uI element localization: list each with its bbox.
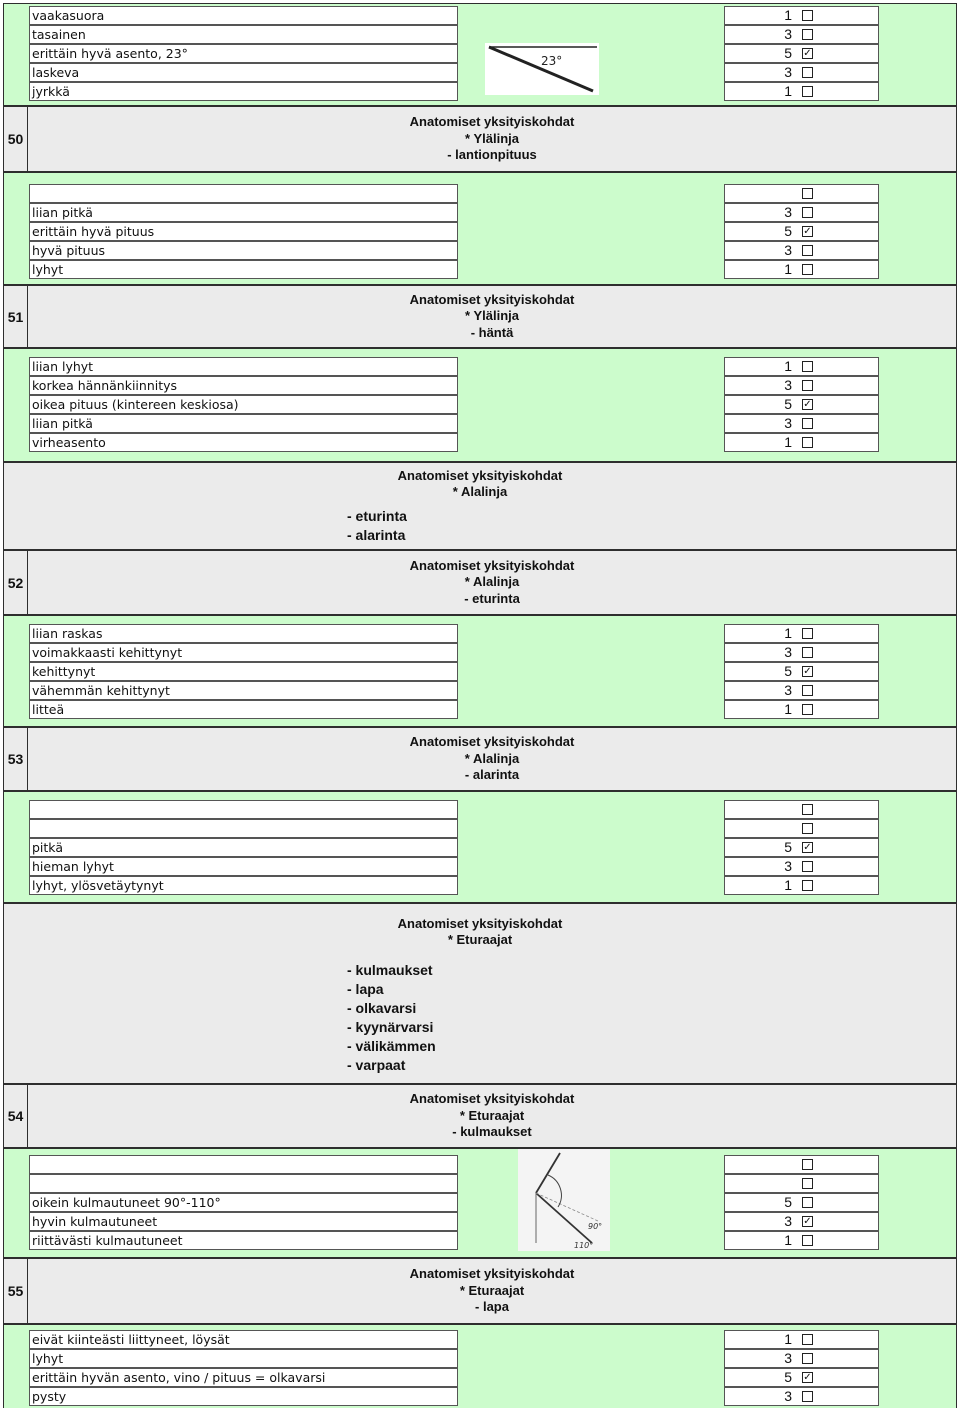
score-value: 3 (784, 415, 792, 431)
option-label: oikea pituus (kintereen keskiosa) (29, 395, 458, 414)
option-checkbox[interactable] (802, 418, 813, 429)
score-value: 3 (784, 682, 792, 698)
slope-angle-diagram (485, 43, 599, 95)
option-checkbox[interactable] (802, 29, 813, 40)
intro-alalinja (3, 462, 957, 550)
score-cell (724, 433, 879, 452)
option-row (4, 1174, 956, 1193)
option-label: lyhyt (29, 260, 458, 279)
option-checkbox[interactable] (802, 437, 813, 448)
score-value: 1 (784, 83, 792, 99)
option-label: pitkä (29, 838, 458, 857)
scoring-block-c (3, 348, 957, 462)
option-label: liian raskas (29, 624, 458, 643)
score-cell (724, 1155, 879, 1174)
section-number: 55 (4, 1259, 28, 1323)
score-value: 3 (784, 1213, 792, 1229)
intro-item: - alarinta (347, 527, 406, 543)
option-row (4, 395, 956, 414)
option-label (29, 800, 458, 819)
option-checkbox[interactable]: ✓ (803, 1216, 812, 1227)
option-label: erittäin hyvän asento, vino / pituus = olkavarsi (29, 1368, 458, 1387)
score-value: 5 (784, 839, 792, 855)
option-row (4, 184, 956, 203)
score-cell (724, 1231, 879, 1250)
score-value: 3 (784, 858, 792, 874)
option-checkbox[interactable]: ✓ (803, 842, 812, 853)
option-checkbox[interactable] (802, 1353, 813, 1364)
option-checkbox[interactable] (802, 245, 813, 256)
section-55-header (3, 1258, 957, 1324)
section-heading: Anatomiset yksityiskohdat (409, 291, 575, 307)
score-cell (724, 1387, 879, 1406)
section-number: 52 (4, 551, 28, 614)
score-value: 1 (784, 877, 792, 893)
option-row (4, 82, 956, 101)
section-53-header (3, 727, 957, 791)
option-checkbox[interactable]: ✓ (803, 48, 812, 59)
section-title (28, 286, 956, 347)
score-value: 1 (784, 7, 792, 23)
score-value: 5 (784, 1194, 792, 1210)
score-cell (724, 241, 879, 260)
option-row (4, 1349, 956, 1368)
section-detail: - alarinta (464, 767, 520, 783)
score-cell (724, 1368, 879, 1387)
score-cell (724, 25, 879, 44)
section-number: 51 (4, 286, 28, 347)
score-value: 5 (784, 396, 792, 412)
option-label: lyhyt, ylösvetäytynyt (29, 876, 458, 895)
angle-110-label: 110° (574, 1241, 594, 1250)
section-subheading: * Ylälinja (465, 308, 519, 324)
option-label: erittäin hyvä pituus (29, 222, 458, 241)
section-detail: - häntä (470, 324, 514, 340)
option-label: riittävästi kulmautuneet (29, 1231, 458, 1250)
option-checkbox[interactable] (802, 861, 813, 872)
score-value: 1 (784, 261, 792, 277)
option-checkbox[interactable] (802, 1178, 813, 1189)
option-row (4, 819, 956, 838)
option-label: hieman lyhyt (29, 857, 458, 876)
option-row (4, 376, 956, 395)
option-row (4, 25, 956, 44)
option-checkbox[interactable] (802, 1235, 813, 1246)
angle-90-label: 90° (588, 1222, 603, 1231)
option-row (4, 800, 956, 819)
section-heading: Anatomiset yksityiskohdat (409, 1091, 575, 1107)
shoulder-angle-svg (518, 1149, 610, 1251)
option-label: jyrkkä (29, 82, 458, 101)
option-label: hyvin kulmautuneet (29, 1212, 458, 1231)
option-row (4, 44, 956, 63)
option-row (4, 63, 956, 82)
option-row (4, 414, 956, 433)
score-value: 5 (784, 1369, 792, 1385)
option-label: vähemmän kehittynyt (29, 681, 458, 700)
option-label: oikein kulmautuneet 90°-110° (29, 1193, 458, 1212)
intro-item: - eturinta (347, 508, 407, 524)
option-label: vaakasuora (29, 6, 458, 25)
upper-arm-line (536, 1193, 592, 1243)
option-checkbox[interactable]: ✓ (803, 399, 812, 410)
option-label: erittäin hyvä asento, 23° (29, 44, 458, 63)
option-checkbox[interactable] (802, 361, 813, 372)
section-heading: Anatomiset yksityiskohdat (409, 114, 575, 130)
score-value: 3 (784, 26, 792, 42)
score-cell (724, 1212, 879, 1231)
section-54-header (3, 1084, 957, 1148)
option-row (4, 203, 956, 222)
score-cell (724, 1330, 879, 1349)
shoulder-line (536, 1153, 560, 1193)
option-row (4, 1330, 956, 1349)
section-subheading: * Alalinja (464, 750, 520, 766)
score-cell (724, 624, 879, 643)
score-cell (724, 1174, 879, 1193)
score-value: 5 (784, 663, 792, 679)
score-value: 1 (784, 1331, 792, 1347)
score-value: 3 (784, 242, 792, 258)
option-label: kehittynyt (29, 662, 458, 681)
score-cell (724, 395, 879, 414)
score-cell (724, 876, 879, 895)
option-checkbox[interactable] (802, 1159, 813, 1170)
section-subheading: * Ylälinja (465, 130, 519, 146)
option-checkbox[interactable]: ✓ (803, 226, 812, 237)
scoring-block-a (3, 3, 957, 106)
section-50-header (3, 106, 957, 172)
option-checkbox[interactable] (802, 207, 813, 218)
scoring-block-e (3, 791, 957, 903)
section-heading: Anatomiset yksityiskohdat (409, 557, 575, 573)
score-cell (724, 260, 879, 279)
intro-eturaajat (3, 903, 957, 1084)
score-cell (724, 414, 879, 433)
option-row (4, 700, 956, 719)
option-checkbox[interactable] (802, 804, 813, 815)
score-cell (724, 222, 879, 241)
option-label: litteä (29, 700, 458, 719)
intro-item: - kyynärvarsi (347, 1019, 434, 1035)
section-detail: - kulmaukset (452, 1124, 532, 1140)
score-value: 3 (784, 377, 792, 393)
option-checkbox[interactable] (802, 1334, 813, 1345)
section-heading: Anatomiset yksityiskohdat (409, 1266, 575, 1282)
section-number: 53 (4, 728, 28, 790)
score-cell (724, 838, 879, 857)
score-value: 1 (784, 358, 792, 374)
score-cell (724, 800, 879, 819)
score-cell (724, 643, 879, 662)
score-value: 3 (784, 1388, 792, 1404)
score-cell (724, 819, 879, 838)
option-row (4, 222, 956, 241)
score-cell (724, 376, 879, 395)
slope-angle-svg (485, 43, 599, 95)
score-cell (724, 357, 879, 376)
score-cell (724, 700, 879, 719)
option-checkbox[interactable] (802, 880, 813, 891)
score-cell (724, 203, 879, 222)
option-label: liian pitkä (29, 414, 458, 433)
option-row (4, 838, 956, 857)
intro-item: - varpaat (347, 1057, 406, 1073)
intro-subheading: * Alalinja (452, 484, 508, 499)
option-row (4, 1368, 956, 1387)
option-checkbox[interactable] (802, 823, 813, 834)
option-checkbox[interactable] (802, 647, 813, 658)
angle-label: 23° (541, 54, 563, 68)
option-row (4, 857, 956, 876)
option-checkbox[interactable] (802, 1391, 813, 1402)
intro-item: - välikämmen (347, 1038, 436, 1054)
option-row (4, 6, 956, 25)
option-label: tasainen (29, 25, 458, 44)
scoring-block-g (3, 1324, 957, 1408)
score-value: 3 (784, 644, 792, 660)
option-row (4, 1387, 956, 1406)
section-subheading: * Alalinja (464, 574, 520, 590)
score-cell (724, 681, 879, 700)
section-number: 54 (4, 1085, 28, 1147)
score-cell (724, 184, 879, 203)
option-checkbox[interactable] (802, 704, 813, 715)
section-subheading: * Eturaajat (459, 1107, 525, 1123)
section-number: 50 (4, 107, 28, 171)
scoring-block-b (3, 172, 957, 285)
section-title (28, 551, 956, 614)
option-row (4, 643, 956, 662)
intro-heading: Anatomiset yksityiskohdat (397, 468, 563, 483)
option-row (4, 241, 956, 260)
section-title (28, 107, 956, 171)
score-value: 3 (784, 1350, 792, 1366)
score-cell (724, 6, 879, 25)
section-heading: Anatomiset yksityiskohdat (409, 734, 575, 750)
score-value: 5 (784, 45, 792, 61)
option-label: virheasento (29, 433, 458, 452)
option-row (4, 433, 956, 452)
section-51-header (3, 285, 957, 348)
score-cell (724, 44, 879, 63)
option-row (4, 681, 956, 700)
option-checkbox[interactable] (802, 380, 813, 391)
score-cell (724, 82, 879, 101)
scoring-block-f (3, 1148, 957, 1258)
score-value: 3 (784, 64, 792, 80)
section-subheading: * Eturaajat (459, 1282, 525, 1298)
intro-subheading: * Eturaajat (447, 932, 513, 947)
option-label (29, 819, 458, 838)
option-checkbox[interactable] (802, 264, 813, 275)
score-cell (724, 662, 879, 681)
option-row (4, 1193, 956, 1212)
intro-item: - lapa (347, 981, 384, 997)
option-label: hyvä pituus (29, 241, 458, 260)
intro-heading: Anatomiset yksityiskohdat (397, 916, 563, 931)
score-value: 1 (784, 1232, 792, 1248)
option-label: korkea hännänkiinnitys (29, 376, 458, 395)
score-cell (724, 1349, 879, 1368)
option-checkbox[interactable] (802, 628, 813, 639)
option-checkbox[interactable] (802, 685, 813, 696)
option-checkbox[interactable] (802, 10, 813, 21)
section-title (28, 1085, 956, 1147)
option-label: eivät kiinteästi liittyneet, löysät (29, 1330, 458, 1349)
option-row (4, 1212, 956, 1231)
option-row (4, 624, 956, 643)
option-checkbox[interactable]: ✓ (803, 666, 812, 677)
score-cell (724, 63, 879, 82)
right-angle-guide (536, 1193, 598, 1221)
scoring-block-d (3, 615, 957, 727)
score-value: 1 (784, 625, 792, 641)
section-detail: - lapa (475, 1299, 509, 1315)
option-row (4, 876, 956, 895)
option-row (4, 260, 956, 279)
option-label (29, 1174, 458, 1193)
section-detail: - eturinta (464, 590, 520, 606)
option-label: voimakkaasti kehittynyt (29, 643, 458, 662)
angle-arc (548, 1175, 561, 1207)
section-title (28, 728, 956, 790)
section-detail: - lantionpituus (447, 147, 537, 163)
score-value: 1 (784, 701, 792, 717)
option-row (4, 662, 956, 681)
shoulder-angle-diagram (518, 1149, 610, 1251)
option-label: liian lyhyt (29, 357, 458, 376)
option-row (4, 357, 956, 376)
option-row (4, 1231, 956, 1250)
score-value: 5 (784, 223, 792, 239)
score-cell (724, 857, 879, 876)
intro-item: - olkavarsi (347, 1000, 417, 1016)
option-label: liian pitkä (29, 203, 458, 222)
option-checkbox[interactable]: ✓ (803, 1372, 812, 1383)
section-title (28, 1259, 956, 1323)
score-value: 3 (784, 204, 792, 220)
option-checkbox[interactable] (802, 1197, 813, 1208)
section-52-header (3, 550, 957, 615)
option-checkbox[interactable] (802, 188, 813, 199)
option-checkbox[interactable] (802, 67, 813, 78)
option-label (29, 1155, 458, 1174)
option-label: laskeva (29, 63, 458, 82)
option-label (29, 184, 458, 203)
option-label: lyhyt (29, 1349, 458, 1368)
score-value: 1 (784, 434, 792, 450)
option-checkbox[interactable] (802, 86, 813, 97)
option-row (4, 1155, 956, 1174)
option-label: pysty (29, 1387, 458, 1406)
intro-item: - kulmaukset (347, 962, 433, 978)
score-cell (724, 1193, 879, 1212)
